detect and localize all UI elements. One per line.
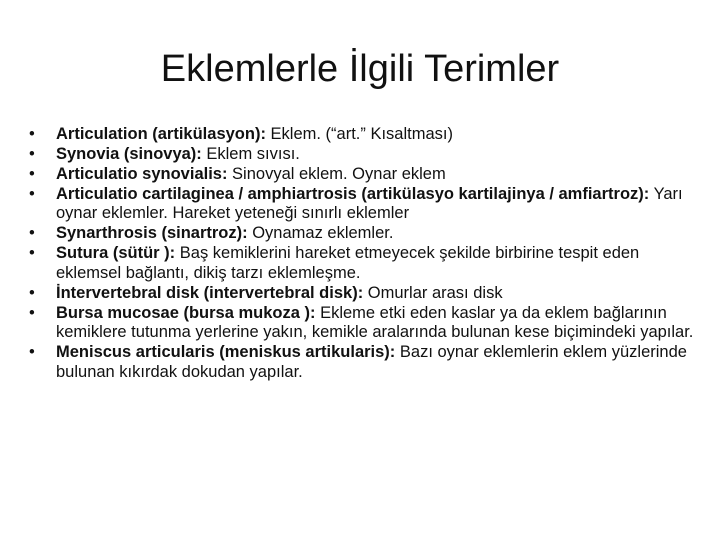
term-name: Meniscus articularis (meniskus artikularis): <box>56 343 396 362</box>
list-item <box>25 165 697 184</box>
list-item <box>25 284 697 303</box>
term-definition: Omurlar arası disk <box>363 283 503 302</box>
bullet-icon: • <box>29 185 35 203</box>
bullet-icon: • <box>29 303 35 322</box>
term-name: İntervertebral disk (intervertebral disk): <box>56 283 364 302</box>
term-name: Bursa mucosae (bursa mukoza ): <box>56 303 316 322</box>
list-item <box>25 224 697 243</box>
term-name: Articulatio synovialis: <box>56 165 228 183</box>
term-definition: Yarı oynar eklemler. Hareket yeteneği sınırlı eklemler <box>56 185 683 223</box>
term-list <box>25 125 697 383</box>
term-name: Articulation (artikülasyon): <box>56 125 266 143</box>
term-definition: Ekleme etki eden kaslar ya da eklem bağlarının kemiklere tutunma yerlerine yakın, kemikle aralarında bulunan kese biçimindeki yapılar. <box>56 303 694 342</box>
list-item <box>25 343 697 382</box>
bullet-icon: • <box>29 224 35 243</box>
list-item <box>25 125 697 144</box>
term-definition: Bazı oynar eklemlerin eklem yüzlerinde bulunan kıkırdak dokudan yapılar. <box>56 343 687 381</box>
bullet-icon: • <box>29 283 35 302</box>
term-definition: Sinovyal eklem. Oynar eklem <box>227 165 446 183</box>
list-item <box>25 185 697 224</box>
list-item <box>25 145 697 164</box>
term-name: Sutura (sütür ): <box>56 244 176 263</box>
term-definition: Eklem sıvısı. <box>201 145 300 163</box>
term-name: Synarthrosis (sinartroz): <box>56 224 248 243</box>
list-item <box>25 244 697 283</box>
term-name: Synovia (sinovya): <box>56 145 202 163</box>
bullet-icon: • <box>29 244 35 263</box>
term-name: Articulatio cartilaginea / amphiartrosis (artikülasyo kartilajinya / amfiartroz): <box>56 185 650 203</box>
term-definition: Baş kemiklerini hareket etmeyecek şekilde birbirine tespit eden eklemsel bağlantı, dikiş tarzı eklemleşme. <box>56 244 640 282</box>
bullet-icon: • <box>29 165 35 183</box>
bullet-icon: • <box>29 125 35 143</box>
term-definition: Eklem. (“art.” Kısaltması) <box>265 125 453 143</box>
list-item <box>25 304 697 343</box>
term-definition: Oynamaz eklemler. <box>247 224 394 243</box>
slide-title: Eklemlerle İlgili Terimler <box>160 48 560 90</box>
bullet-icon: • <box>29 145 35 163</box>
bullet-icon: • <box>29 343 35 362</box>
